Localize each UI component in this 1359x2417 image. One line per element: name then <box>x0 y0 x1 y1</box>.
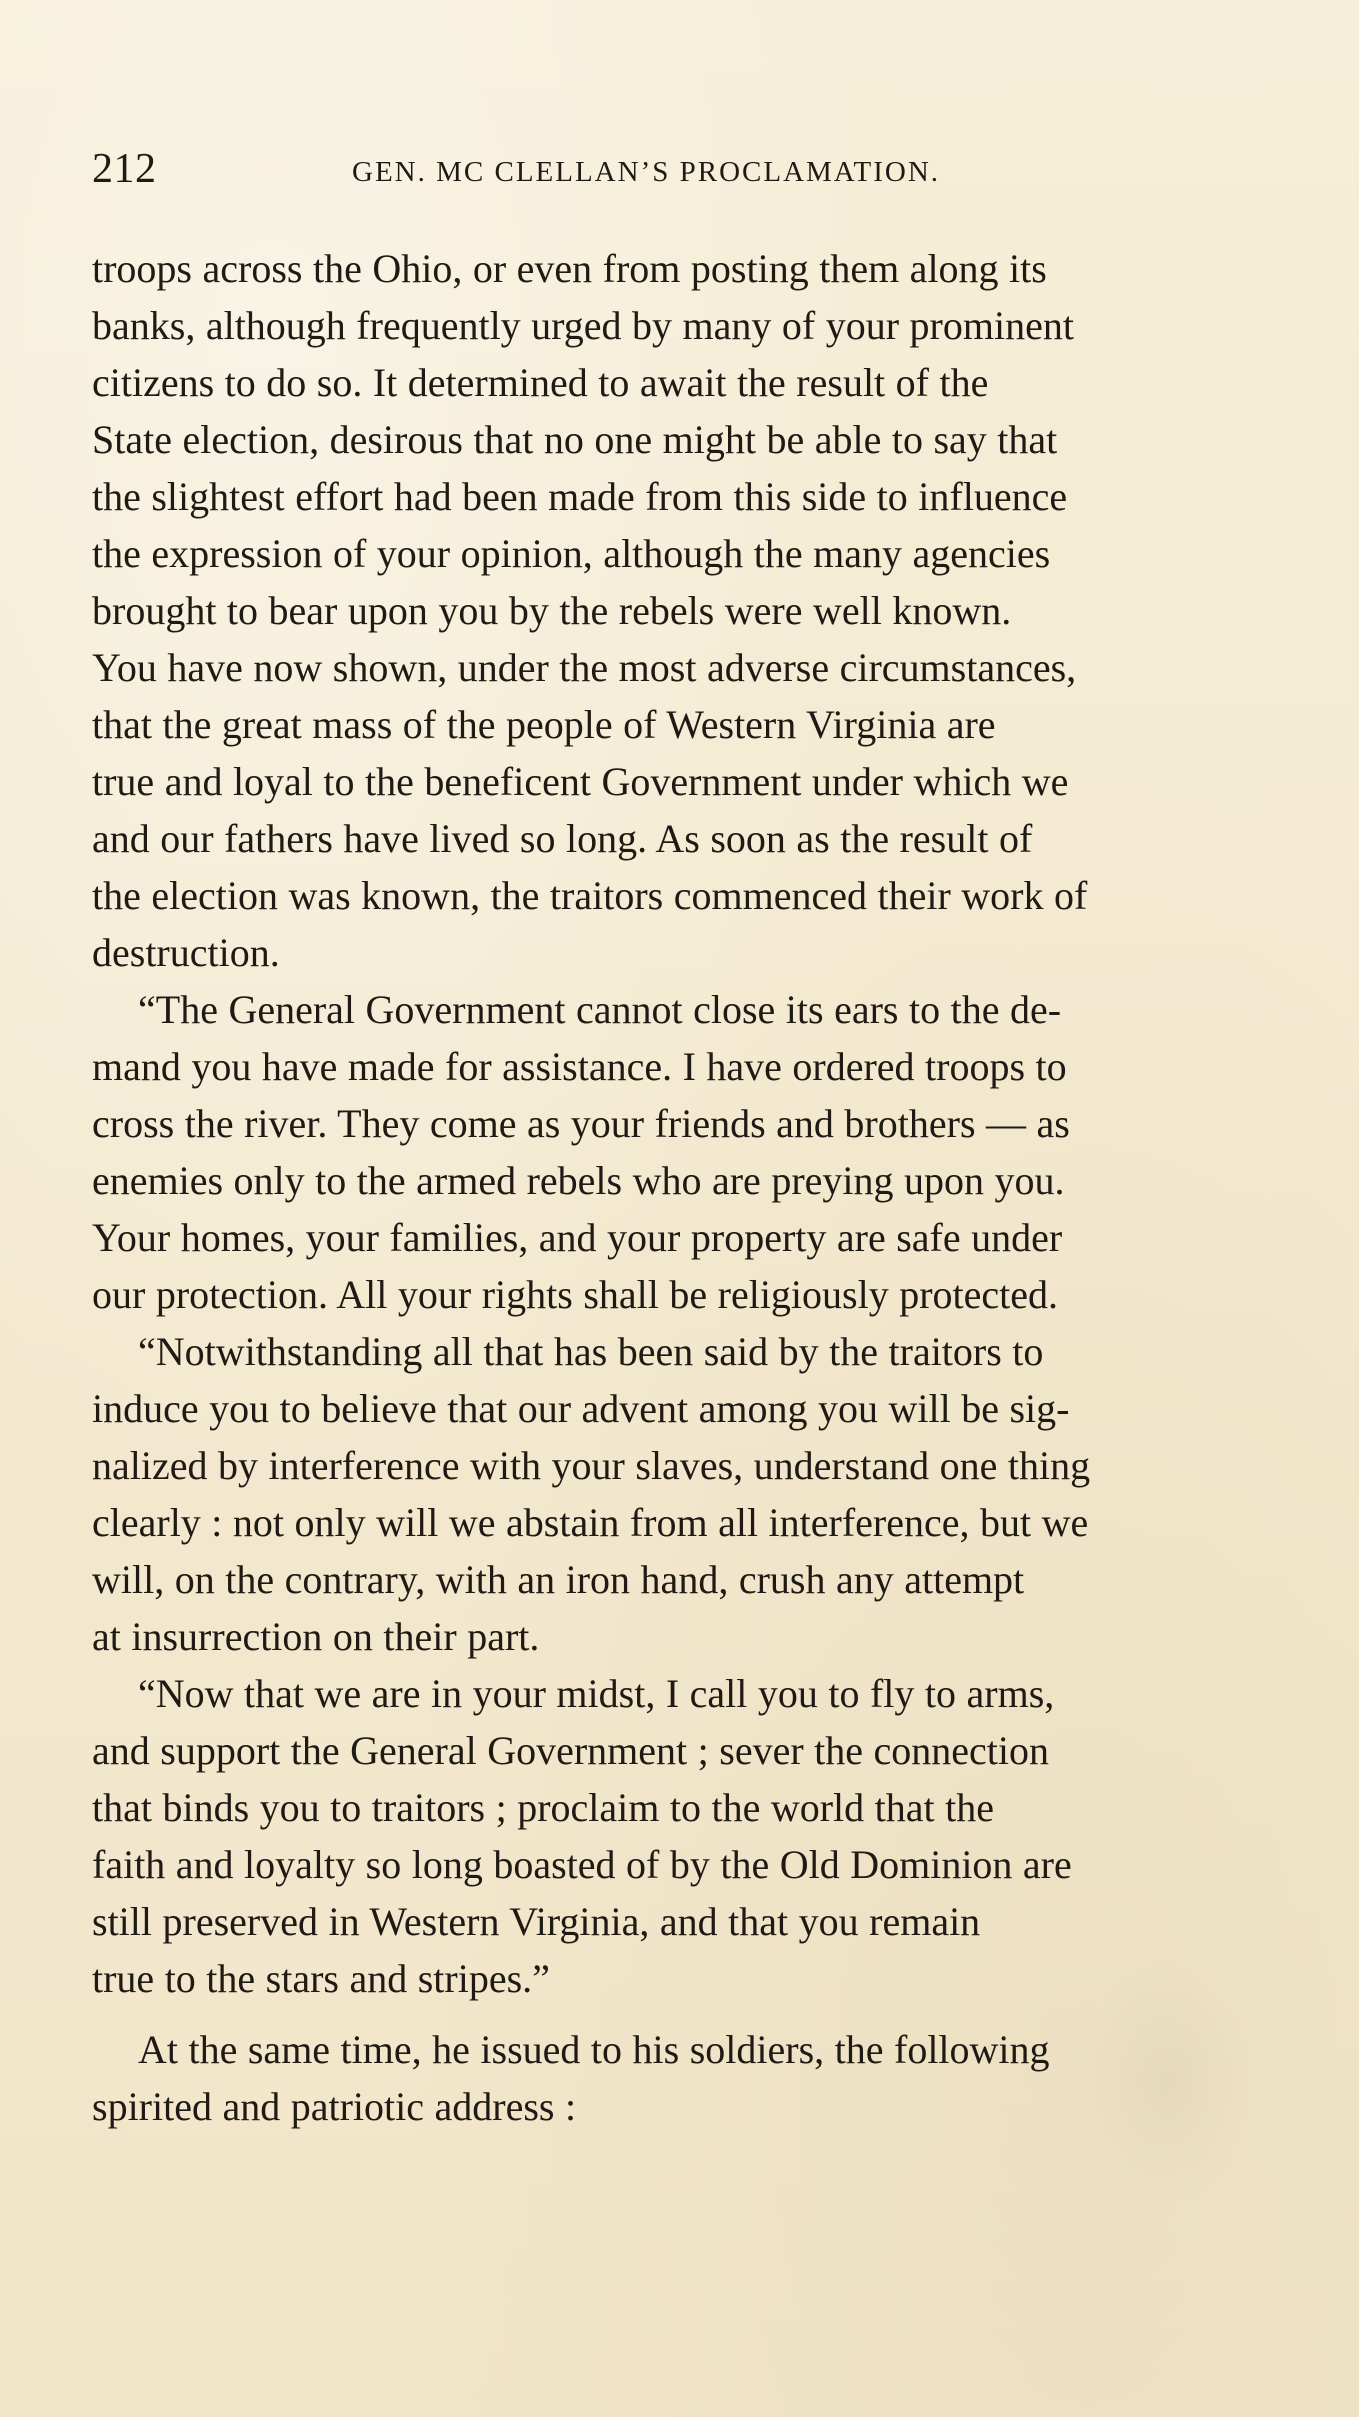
text-line: enemies only to the armed rebels who are preying upon you. <box>92 1158 1065 1203</box>
text-line: “Now that we are in your midst, I call you to fly to arms, <box>138 1671 1055 1716</box>
text-line: true to the stars and stripes.” <box>92 1956 550 2001</box>
text-line: State election, desirous that no one might be able to say that <box>92 417 1058 462</box>
text-line: induce you to believe that our advent among you will be sig- <box>92 1386 1070 1431</box>
text-line: and our fathers have lived so long. As soon as the result of <box>92 816 1033 861</box>
text-line: faith and loyalty so long boasted of by the Old Dominion are <box>92 1842 1072 1887</box>
page-number: 212 <box>92 146 157 192</box>
body-text <box>92 240 1264 2135</box>
text-line: mand you have made for assistance. I have ordered troops to <box>92 1044 1067 1089</box>
text-line: will, on the contrary, with an iron hand, crush any attempt <box>92 1557 1025 1602</box>
text-line: at insurrection on their part. <box>92 1614 540 1659</box>
text-line: spirited and patriotic address : <box>92 2084 577 2129</box>
text-line: and support the General Government ; sever the connection <box>92 1728 1050 1773</box>
text-line: brought to bear upon you by the rebels were well known. <box>92 588 1012 633</box>
text-line: the expression of your opinion, although the many agencies <box>92 531 1051 576</box>
text-line: At the same time, he issued to his soldiers, the following <box>138 2027 1050 2072</box>
text-line: banks, although frequently urged by many of your prominent <box>92 303 1074 348</box>
text-line: that the great mass of the people of Western Virginia are <box>92 702 996 747</box>
text-line: citizens to do so. It determined to await the result of the <box>92 360 989 405</box>
text-line: the slightest effort had been made from this side to influence <box>92 474 1068 519</box>
text-line: Your homes, your families, and your property are safe under <box>92 1215 1063 1260</box>
text-line: “The General Government cannot close its ears to the de- <box>138 987 1062 1032</box>
text-line: nalized by interference with your slaves, understand one thing <box>92 1443 1091 1488</box>
text-line: true and loyal to the beneficent Government under which we <box>92 759 1069 804</box>
paragraph-gap <box>92 2007 1264 2021</box>
text-line: “Notwithstanding all that has been said by the traitors to <box>138 1329 1044 1374</box>
running-head: GEN. MC CLELLAN’S PROCLAMATION. <box>352 156 941 188</box>
text-line: troops across the Ohio, or even from posting them along its <box>92 246 1047 291</box>
text-line: our protection. All your rights shall be religiously protected. <box>92 1272 1059 1317</box>
text-line: clearly : not only will we abstain from all interference, but we <box>92 1500 1089 1545</box>
text-line: still preserved in Western Virginia, and that you remain <box>92 1899 981 1944</box>
text-line: the election was known, the traitors commenced their work of <box>92 873 1088 918</box>
text-line: You have now shown, under the most adverse circumstances, <box>92 645 1077 690</box>
text-line: cross the river. They come as your friends and brothers — as <box>92 1101 1070 1146</box>
text-line: that binds you to traitors ; proclaim to the world that the <box>92 1785 995 1830</box>
text-line: destruction. <box>92 930 280 975</box>
page-header <box>92 148 1272 208</box>
